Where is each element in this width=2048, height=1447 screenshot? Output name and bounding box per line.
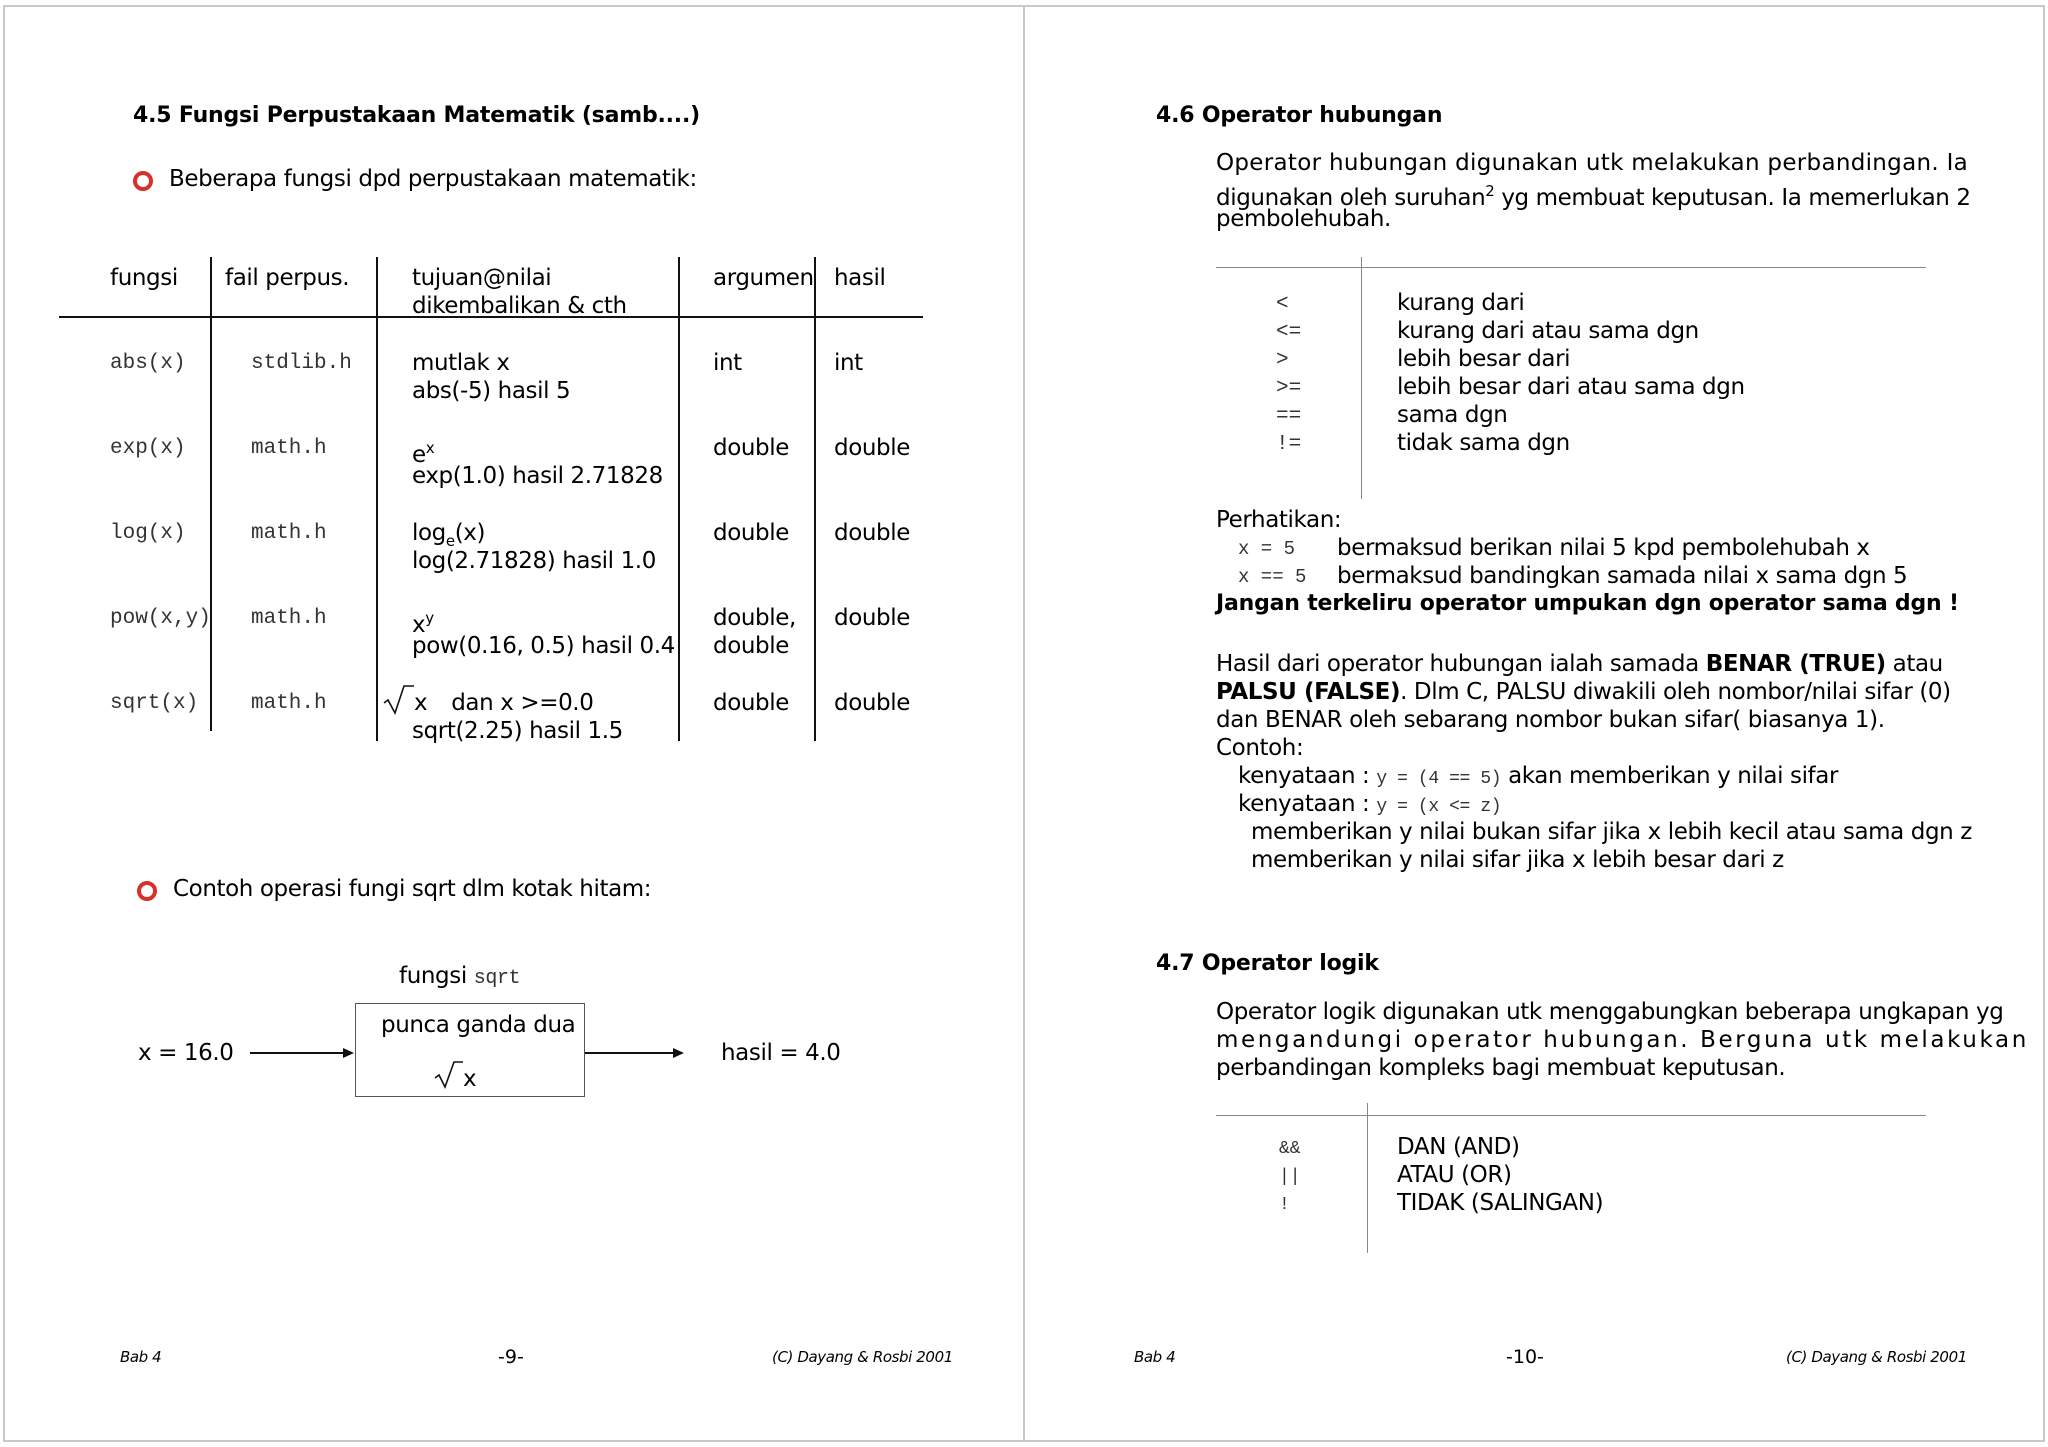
note-title: Perhatikan: [1216,507,1342,533]
logic-intro-line-1: Operator logik digunakan utk menggabungkan beberapa ungkapan yg [1216,999,2004,1025]
cell-result: double [834,435,910,461]
note-2-text: bermaksud bandingkan samada nilai x sama dgn 5 [1337,563,1908,589]
arrow-head-icon [673,1048,684,1058]
table-top-rule [1216,267,1926,268]
table-col-divider [678,257,680,741]
cell-example: abs(-5) hasil 5 [412,378,571,404]
cell-function: exp(x) [110,437,186,460]
cell-purpose: mutlak x [412,350,510,376]
cell-purpose: $e^x$ [412,439,435,468]
operator-description: kurang dari atau sama dgn [1397,318,1699,344]
page-9 [3,5,1025,1442]
cell-argument: double, [713,605,796,631]
section-title-4-5: 4.5 Fungsi Perpustakaan Matematik (samb....) [133,103,700,128]
intro-line-1: Operator hubungan digunakan utk melakukan perbandingan. Ia [1216,150,1969,176]
operator-symbol: > [1276,349,1289,372]
footer-copyright: (C) Dayang & Rosbi 2001 [772,1348,953,1366]
operator-description: lebih besar dari [1397,346,1571,372]
cell-example: exp(1.0) hasil 2.71828 [412,463,663,489]
diagram-input: x = 16.0 [138,1040,234,1066]
result-line-3: dan BENAR oleh sebarang nombor bukan sifar( biasanya 1). [1216,707,1885,733]
operator-symbol: == [1276,405,1302,428]
footer-copyright: (C) Dayang & Rosbi 2001 [1786,1348,1967,1366]
radical-icon [382,683,414,715]
warning-text: Jangan terkeliru operator umpukan dgn operator sama dgn ! [1216,591,1959,616]
cell-library-file: math.h [251,692,327,715]
operator-description: TIDAK (SALINGAN) [1397,1190,1604,1216]
cell-library-file: stdlib.h [251,352,352,375]
input-arrow [250,1052,345,1054]
logic-intro-line-3: perbandingan kompleks bagi membuat keputusan. [1216,1055,1786,1081]
operator-description: sama dgn [1397,402,1508,428]
col-header-fungsi: fungsi [110,265,178,291]
box-label: punca ganda dua [381,1012,576,1038]
footer-chapter: Bab 4 [120,1348,162,1366]
col-header-tujuan: tujuan@nilai [412,265,552,291]
bullet-icon [137,881,157,901]
cell-example: sqrt(2.25) hasil 1.5 [412,718,623,744]
example-title: Contoh: [1216,735,1304,761]
example-2-line-2: memberikan y nilai sifar jika x lebih besar dari z [1251,847,1784,873]
arrow-head-icon [343,1048,354,1058]
cell-result: int [834,350,863,376]
operator-description: tidak sama dgn [1397,430,1570,456]
operator-symbol: ! [1279,1195,1290,1215]
cell-argument: double [713,520,789,546]
cell-argument: double [713,435,789,461]
operator-symbol: && [1279,1139,1301,1159]
operator-symbol: <= [1276,321,1302,344]
bullet-text-1: Beberapa fungsi dpd perpustakaan matematik: [169,166,697,192]
footer-chapter: Bab 4 [1134,1348,1176,1366]
col-header-hasil: hasil [834,265,886,291]
logic-intro-line-2: mengandungi operator hubungan. Berguna utk melakukan [1216,1027,2029,1053]
operator-symbol: < [1276,293,1289,316]
cell-purpose: x dan x >=0.0 [414,690,594,716]
table-col-divider [1367,1103,1368,1253]
cell-function: abs(x) [110,352,186,375]
operator-description: ATAU (OR) [1397,1162,1512,1188]
cell-library-file: math.h [251,607,327,630]
footer-page-number: -9- [498,1346,524,1368]
output-arrow [585,1052,675,1054]
cell-argument-2: double [713,633,789,659]
cell-result: double [834,605,910,631]
intro-line-3: pembolehubah. [1216,206,1391,232]
box-radicand: x [463,1066,477,1092]
result-line-2: PALSU (FALSE). Dlm C, PALSU diwakili oleh nombor/nilai sifar (0) [1216,679,1951,705]
page-10 [1023,5,2045,1442]
cell-function: log(x) [110,522,186,545]
intro-line-2: digunakan oleh suruhan$^2$ yg membuat keputusan. Ia memerlukan 2 [1216,182,1971,211]
col-header-tujuan-2: dikembalikan & cth [412,293,627,319]
cell-example: pow(0.16, 0.5) hasil 0.4 [412,633,675,659]
operator-description: DAN (AND) [1397,1134,1520,1160]
table-col-divider [376,257,378,741]
table-top-rule [1216,1115,1926,1116]
operator-symbol: >= [1276,377,1302,400]
note-2-code: x == 5 [1238,566,1307,588]
table-col-divider [210,257,212,731]
note-1-code: x = 5 [1238,538,1296,560]
col-header-argumen: argumen [713,265,814,291]
operator-symbol: || [1279,1167,1301,1187]
cell-function: sqrt(x) [110,692,199,715]
result-line-1: Hasil dari operator hubungan ialah samada BENAR (TRUE) atau [1216,651,1943,677]
cell-function: pow(x,y) [110,607,211,630]
diagram-output: hasil = 4.0 [721,1040,841,1066]
cell-result: double [834,520,910,546]
cell-example: log(2.71828) hasil 1.0 [412,548,656,574]
example-1: kenyataan : y = (4 == 5) akan memberikan y nilai sifar [1238,763,1839,789]
table-col-divider [1361,257,1362,499]
cell-library-file: math.h [251,522,327,545]
note-1-text: bermaksud berikan nilai 5 kpd pembolehubah x [1337,535,1870,561]
cell-library-file: math.h [251,437,327,460]
footer-page-number: -10- [1506,1346,1544,1368]
bullet-icon [133,171,153,191]
bullet-text-2: Contoh operasi fungi sqrt dlm kotak hitam: [173,876,652,902]
operator-symbol: != [1276,433,1302,456]
operator-description: kurang dari [1397,290,1525,316]
cell-result: double [834,690,910,716]
cell-argument: double [713,690,789,716]
section-title-4-6: 4.6 Operator hubungan [1156,103,1443,128]
table-col-divider [814,257,816,741]
radical-icon [433,1059,463,1089]
example-2: kenyataan : y = (x <= z) [1238,791,1502,817]
cell-purpose: $\log_e(x)$ [412,520,486,550]
col-header-fail: fail perpus. [225,265,350,291]
section-title-4-7: 4.7 Operator logik [1156,951,1379,976]
operator-description: lebih besar dari atau sama dgn [1397,374,1745,400]
cell-argument: int [713,350,742,376]
cell-purpose: $x^y$ [412,609,434,638]
diagram-title: fungsi sqrt [399,963,521,990]
example-2-line-1: memberikan y nilai bukan sifar jika x lebih kecil atau sama dgn z [1251,819,1972,845]
